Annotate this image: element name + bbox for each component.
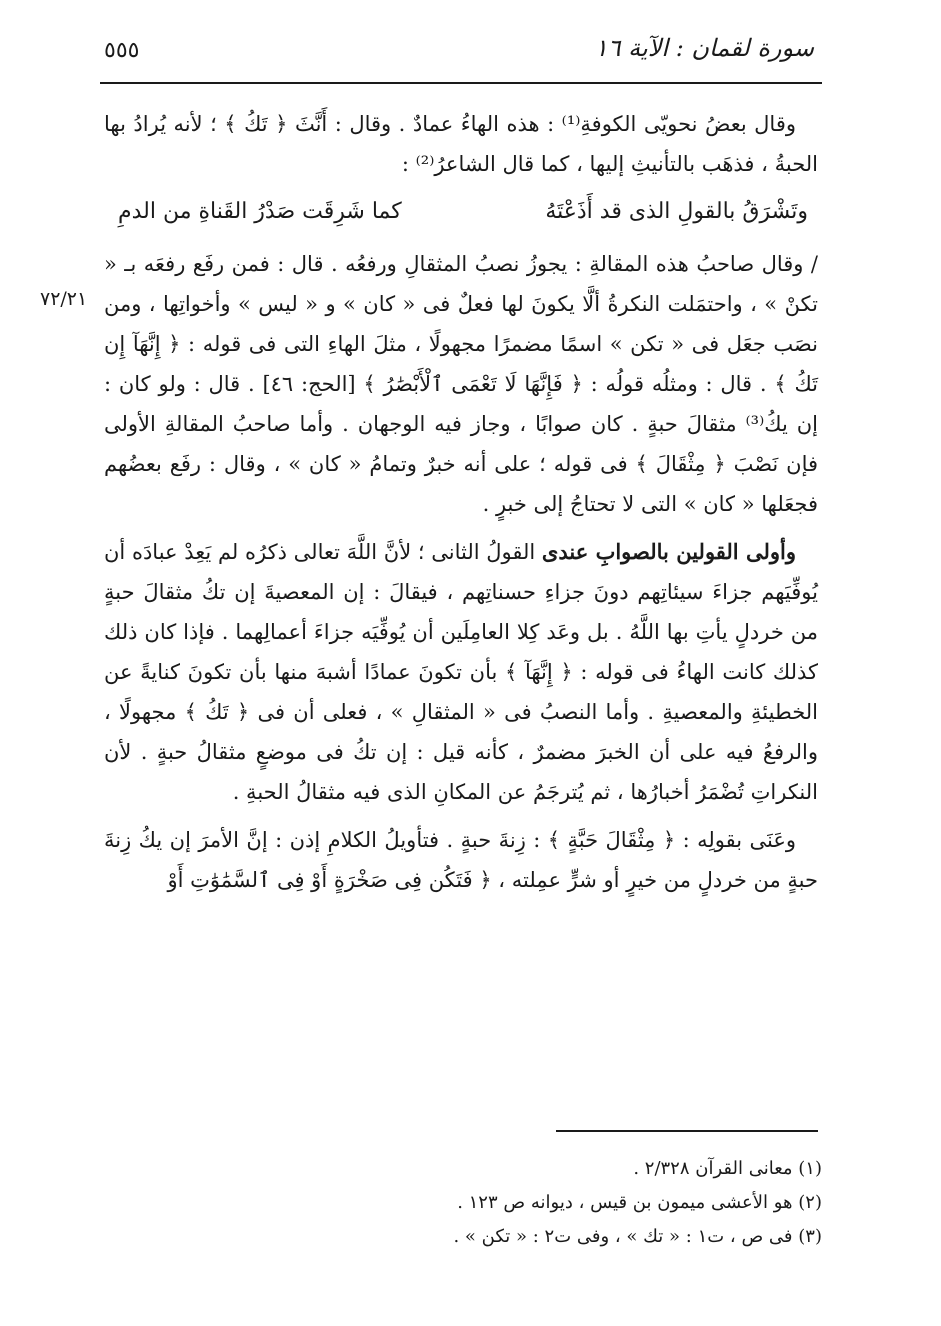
footnote-2: (٢) هو الأعشى ميمون بن قيس ، ديوانه ص ١٢٣ . (457, 1192, 822, 1213)
paragraph-2: / وقال صاحبُ هذه المقالةِ : يجوزُ نصبُ المثقالِ ورفعُه . قال : فمن رفَع رفعَه بـ « تكنْ » ، واحتمَلت النكرةُ ألَّا يكونَ لها فعلٌ فى « كان » و « ليس » وأخواتِها ، ومن نصَب جعَل فى « تكن » اسمًا مضمرًا مجهولًا ، مثلَ الهاءِ التى فى قوله : ﴿ إِنَّهَآ إِن تَكُ ﴾ . قال : ومثلُه قولُه : ﴿ فَإِنَّهَا لَا تَعْمَى ٱلْأَبْصَٰرُ ﴾ [الحج: ٤٦] . قال : ولو كان : إن يكُ⁽³⁾ مثقالَ حبةٍ . كان صوابًا ، وجاز فيه الوجهان . وأما صاحبُ المقالةِ الأولى فإن نَصْبَ ﴿ مِثْقَالَ ﴾ فى قوله ؛ على أنه خبرٌ وتمامُ « كان » ، وقال : رفَع بعضُهم فجعَلها « كان » التى لا تحتاجُ إلى خبرٍ . (104, 252, 818, 516)
paragraph-1: وقال بعضُ نحويّى الكوفةِ⁽¹⁾ : هذه الهاءُ عمادٌ . وقال : أَنَّثَ ﴿ تَكُ ﴾ ؛ لأنه يُرادُ بها الحبةُ ، فذهَب بالتأنيثِ إليها ، كما قال الشاعرُ⁽²⁾ : (104, 112, 818, 176)
paragraph-3-lead: وأولى القولين بالصوابِ عندى (541, 539, 796, 564)
footnote-3: (٣) فى ص ، ت١ : « تك » ، وفى ت٢ : « تكن » . (453, 1226, 822, 1247)
header-rule (100, 82, 822, 84)
running-title: سورة لقمان : الآية ١٦ (594, 34, 814, 62)
paragraph-3 (104, 532, 818, 812)
paragraph-4: وعَنَى بقولِه : ﴿ مِثْقَالَ حَبَّةٍ ﴾ : زِنةَ حبةٍ . فتأويلُ الكلامِ إذن : إنَّ الأمرَ إن يكُ زِنةَ حبةٍ من خردلٍ من خيرٍ أو شرٍّ عمِلته ، ﴿ فَتَكُن فِى صَخْرَةٍ أَوْ فِى ٱلسَّمَٰوَٰتِ أَوْ (104, 828, 818, 892)
body-text (104, 104, 818, 908)
verse-second-hemistich: كما شَرِقَت صَدْرُ القَناةِ من الدمِ (118, 199, 402, 224)
footnote-1: (١) معانى القرآن ٢/٣٢٨ . (633, 1158, 822, 1179)
verse-first-hemistich: وتَشْرَقُ بالقولِ الذى قد أَذَعْتَهُ (545, 199, 808, 224)
poetry-verse (118, 192, 808, 232)
page-header (100, 30, 822, 82)
paragraph-3-text: القولُ الثانى ؛ لأنَّ اللَّهَ تعالى ذكرُه لم يَعِدْ عبادَه أن يُوفِّيَهم جزاءَ سيئاتِهم دونَ جزاءِ حسناتِهم ، فيقالَ : إن المعصيةَ إن تكُ مثقالَ حبةٍ من خردلٍ يأتِ بها اللَّهُ . بل وعَد كِلا العامِلَين أن يُوفِّيَه جزاءَ أعمالِهما . فإذا كان ذلك كذلك كانت الهاءُ فى قوله : ﴿ إِنَّهَآ ﴾ بأن تكونَ عمادًا أشبهَ منها بأن تكونَ كنايةً عن الخطيئةِ والمعصيةِ . وأما النصبُ فى « المثقالِ » ، فعلى أن فى ﴿ تَكُ ﴾ مجهولًا ، والرفعُ فيه على أن الخبرَ مضمرٌ ، كأنه قيل : إن تكُ فى موضعٍ مثقالُ حبةٍ . لأن النكراتِ تُضْمَرُ أخبارُها ، ثم يُترجَمُ عن المكانِ الذى فيه مثقالُ الحبةِ . (104, 540, 818, 804)
margin-reference: ٧٢/٢١ (40, 288, 88, 310)
footnote-rule (556, 1130, 818, 1132)
page-number: ٥٥٥ (104, 38, 140, 63)
footnotes (360, 1152, 822, 1254)
